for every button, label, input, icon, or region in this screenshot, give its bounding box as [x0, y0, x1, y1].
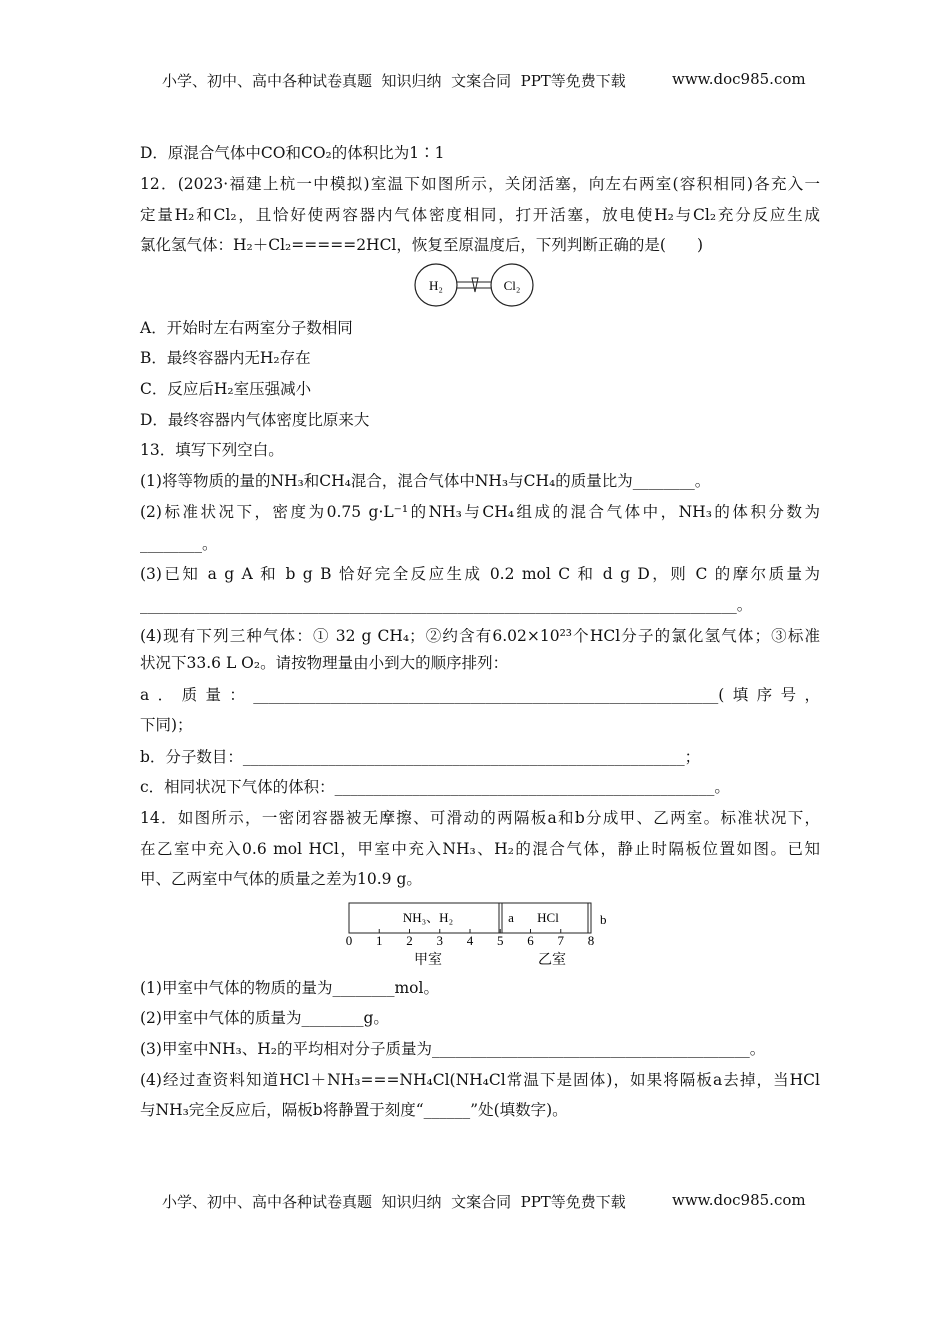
text-line: (2)甲室中气体的质量为________g。 [140, 1009, 389, 1027]
flask-left-label: H₂ [429, 278, 443, 293]
page-footer [162, 1191, 806, 1212]
text-line: (2)标准状况下，密度为0.75 g·L⁻¹的NH₃与CH₄组成的混合气体中，NH₃的体积分数为 [140, 503, 820, 521]
figure-container [340, 898, 620, 970]
text-line: (1)甲室中气体的物质的量为________mol。 [140, 979, 439, 997]
text-line: (4)经过查资料知道HCl＋NH₃===NH₄Cl(NH₄Cl常温下是固体)，如果将隔板a去掉，当HCl [140, 1071, 820, 1089]
text-line: 与NH₃完全反应后，隔板b将静置于刻度“______”处(填数字)。 [140, 1101, 568, 1119]
tick-label: 0 [345, 933, 353, 948]
tick-label: 6 [527, 933, 534, 948]
tick-label: 7 [557, 933, 564, 948]
text-line: (1)将等物质的量的NH₃和CH₄混合，混合气体中NH₃与CH₄的质量比为________。 [140, 472, 711, 490]
text-line: (4)现有下列三种气体：① 32 g CH₄；②约含有6.02×10²³个HCl分子的氯化氢气体；③标准 [140, 627, 820, 645]
text-line: b．分子数目：_________________________________________________________； [140, 748, 701, 766]
tick-label: 8 [587, 933, 595, 948]
text-line: 在乙室中充入0.6 mol HCl，甲室中充入NH₃、H₂的混合气体，静止时隔板位置如图。已知 [140, 840, 820, 858]
footer-text: 小学、初中、高中各种试卷真题 知识归纳 文案合同 PPT等免费下载 [162, 1193, 626, 1211]
text-line: 13．填写下列空白。 [140, 441, 284, 459]
text-line: 12．(2023·福建上杭一中模拟)室温下如图所示，关闭活塞，向左右两室(容积相同)各充入一 [140, 175, 820, 193]
text-line: (3)甲室中NH₃、H₂的平均相对分子质量为_________________________________________。 [140, 1040, 766, 1058]
text-line: 定量H₂和Cl₂，且恰好使两容器内气体密度相同，打开活塞，放电使H₂与Cl₂充分反应生成 [140, 206, 820, 224]
page-header [162, 70, 806, 91]
header-site: www.doc985.com [672, 70, 806, 88]
right-gas-label: HCl [537, 910, 559, 925]
text-line: A．开始时左右两室分子数相同 [140, 319, 353, 337]
tick-label: 1 [376, 933, 383, 948]
tick-label: 3 [436, 933, 443, 948]
text-line: a．质量：____________________________________________________________(填序号， [140, 686, 820, 704]
text-line: 下同)； [140, 716, 193, 734]
text-line: ________。 [140, 535, 218, 553]
flask-right-label: Cl₂ [503, 278, 521, 293]
plate-b-label: b [600, 912, 607, 927]
right-room-label: 乙室 [538, 953, 566, 968]
text-line: 甲、乙两室中气体的质量之差为10.9 g。 [140, 870, 422, 888]
text-line: (3)已知 a g A 和 b g B 恰好完全反应生成 0.2 mol C 和 d g D，则 C 的摩尔质量为 [140, 565, 820, 583]
stopcock-icon [472, 278, 478, 292]
plate-a [499, 903, 502, 933]
tick-label: 5 [497, 933, 504, 948]
figure-flasks [412, 262, 538, 308]
left-room-label: 甲室 [414, 953, 442, 968]
tick-label: 4 [466, 933, 474, 948]
text-line: D．最终容器内气体密度比原来大 [140, 411, 370, 429]
plate-b [588, 903, 591, 933]
text-line: 氯化氢气体：H₂＋Cl₂=====2HCl，恢复至原温度后，下列判断正确的是( ) [140, 236, 703, 254]
text-line: 状况下33.6 L O₂。请按物理量由小到大的顺序排列： [140, 654, 509, 672]
text-line: B．最终容器内无H₂存在 [140, 349, 311, 367]
text-line: D．原混合气体中CO和CO₂的体积比为1∶1 [140, 144, 445, 162]
footer-site: www.doc985.com [672, 1191, 806, 1209]
header-text: 小学、初中、高中各种试卷真题 知识归纳 文案合同 PPT等免费下载 [162, 72, 626, 90]
text-line: 14．如图所示，一密闭容器被无摩擦、可滑动的两隔板a和b分成甲、乙两室。标准状况下， [140, 809, 820, 827]
tick-label: 2 [406, 933, 413, 948]
text-line: C．反应后H₂室压强减小 [140, 380, 312, 398]
left-gas-label: NH₃、H₂ [402, 910, 454, 925]
plate-a-label: a [508, 910, 514, 925]
text-line: c．相同状况下气体的体积：_________________________________________________。 [140, 778, 730, 796]
text-line: _____________________________________________________________________________。 [140, 596, 753, 614]
